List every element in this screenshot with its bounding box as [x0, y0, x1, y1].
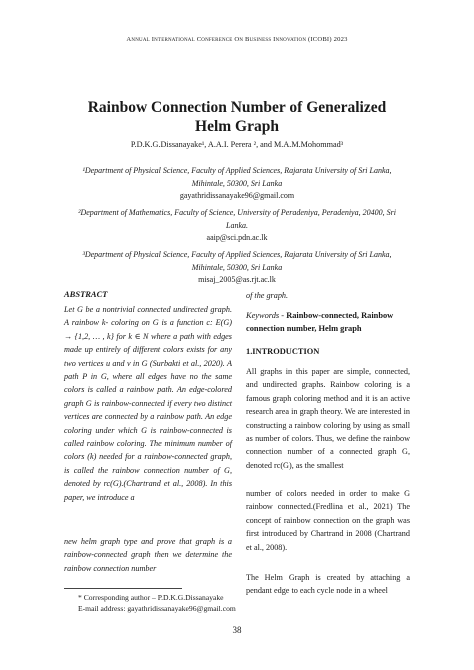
abstract-text-continued: new helm graph type and prove that graph is a rainbow-connected graph then we determine the rainbow connection number — [64, 537, 232, 573]
affiliation-3-line-1: ³Department of Physical Science, Faculty of Applied Sciences, Rajarata University of Sri Lanka, — [82, 250, 392, 259]
keywords: Keywords - Rainbow-connected, Rainbow connection number, Helm graph — [246, 311, 394, 333]
affiliation-2-email: aaip@sci.pdn.ac.lk — [206, 233, 268, 242]
affiliation-1-line-1: ¹Department of Physical Science, Faculty of Applied Sciences, Rajarata University of Sri Lanka, — [82, 166, 392, 175]
introduction-heading: 1.INTRODUCTION — [246, 347, 320, 356]
abstract-heading: ABSTRACT — [64, 289, 108, 299]
affiliation-2 — [0, 207, 474, 245]
corresponding-author: * Corresponding author – P.D.K.G.Dissanayake — [78, 593, 224, 602]
abstract-text: Let G be a nontrivial connected undirected graph. A rainbow k- coloring on G is a function c: E(G) → {1,2, … , k} for k ∈ N where a path with edges made up entirely of different colors exists for any two vertices u and v in G (Surbakti et al., 2020). A path P in G, where all edges have no the same colors is called a rainbow path. An edge-colored graph G is rainbow-connected if every two distinct vertices are connected by a rainbow path. An edge coloring under which G is rainbow-connected is called rainbow coloring. The minimum number of colors (k) needed for a rainbow-connected graph, is called the rainbow connection number of G, denoted by rc(G).(Chartrand et al., 2008). In this paper, we introduce a — [64, 305, 232, 502]
page-number: 38 — [232, 625, 242, 635]
contact-email: E-mail address: gayathridissanayake96@gmail.com — [78, 604, 236, 613]
affiliation-1-email: gayathridissanayake96@gmail.com — [179, 191, 295, 200]
affiliation-3 — [0, 249, 474, 287]
introduction-paragraph-1-continued: number of colors needed in order to make G rainbow connected.(Fredlina et al., 2021) The concept of rainbow connection on the graph was first introduced by Chartrand in 2008 (Chartrand et al., 2008). — [246, 489, 410, 552]
affiliation-1 — [0, 165, 474, 203]
footnote — [78, 592, 236, 614]
affiliation-1-line-2: Mihintale, 50300, Sri Lanka — [191, 178, 283, 188]
introduction-paragraph-1: All graphs in this paper are simple, connected, and undirected graphs. Rainbow coloring is a famous graph coloring method and it is an active research area in graph theory. We are interested in constructing a rainbow coloring by using as small as number of colors. Thus, we define the rainbow connection number of a connected graph G, denoted rc(G), as the smallest — [246, 367, 410, 470]
abstract-continuation: of the graph. — [246, 291, 289, 300]
affiliation-2-line-2: Lanka. — [226, 220, 248, 230]
affiliation-3-line-2: Mihintale, 50300, Sri Lanka — [191, 262, 283, 272]
footnote-divider — [64, 588, 182, 589]
title-line-1: Rainbow Connection Number of Generalized — [87, 99, 387, 116]
running-header: Annual International Conference On Business Innovation (ICOBI) 2023 — [126, 36, 348, 43]
paper-title — [0, 98, 474, 136]
keywords-text: Rainbow-connected, Rainbow connection number, Helm graph — [246, 311, 394, 333]
keywords-label: Keywords — [246, 311, 280, 320]
title-line-2: Helm Graph — [195, 118, 279, 135]
affiliation-2-line-1: ²Department of Mathematics, Faculty of Science, University of Peradeniya, Peradeniya, 20400, Sri — [78, 208, 396, 217]
introduction-paragraph-2: The Helm Graph is created by attaching a pendant edge to each cycle node in a wheel — [246, 573, 410, 596]
affiliation-3-email: misaj_2005@as.rjt.ac.lk — [198, 275, 276, 284]
author-list: P.D.K.G.Dissanayake¹, A.A.I. Perera ², and M.A.M.Mohommad³ — [130, 140, 344, 149]
